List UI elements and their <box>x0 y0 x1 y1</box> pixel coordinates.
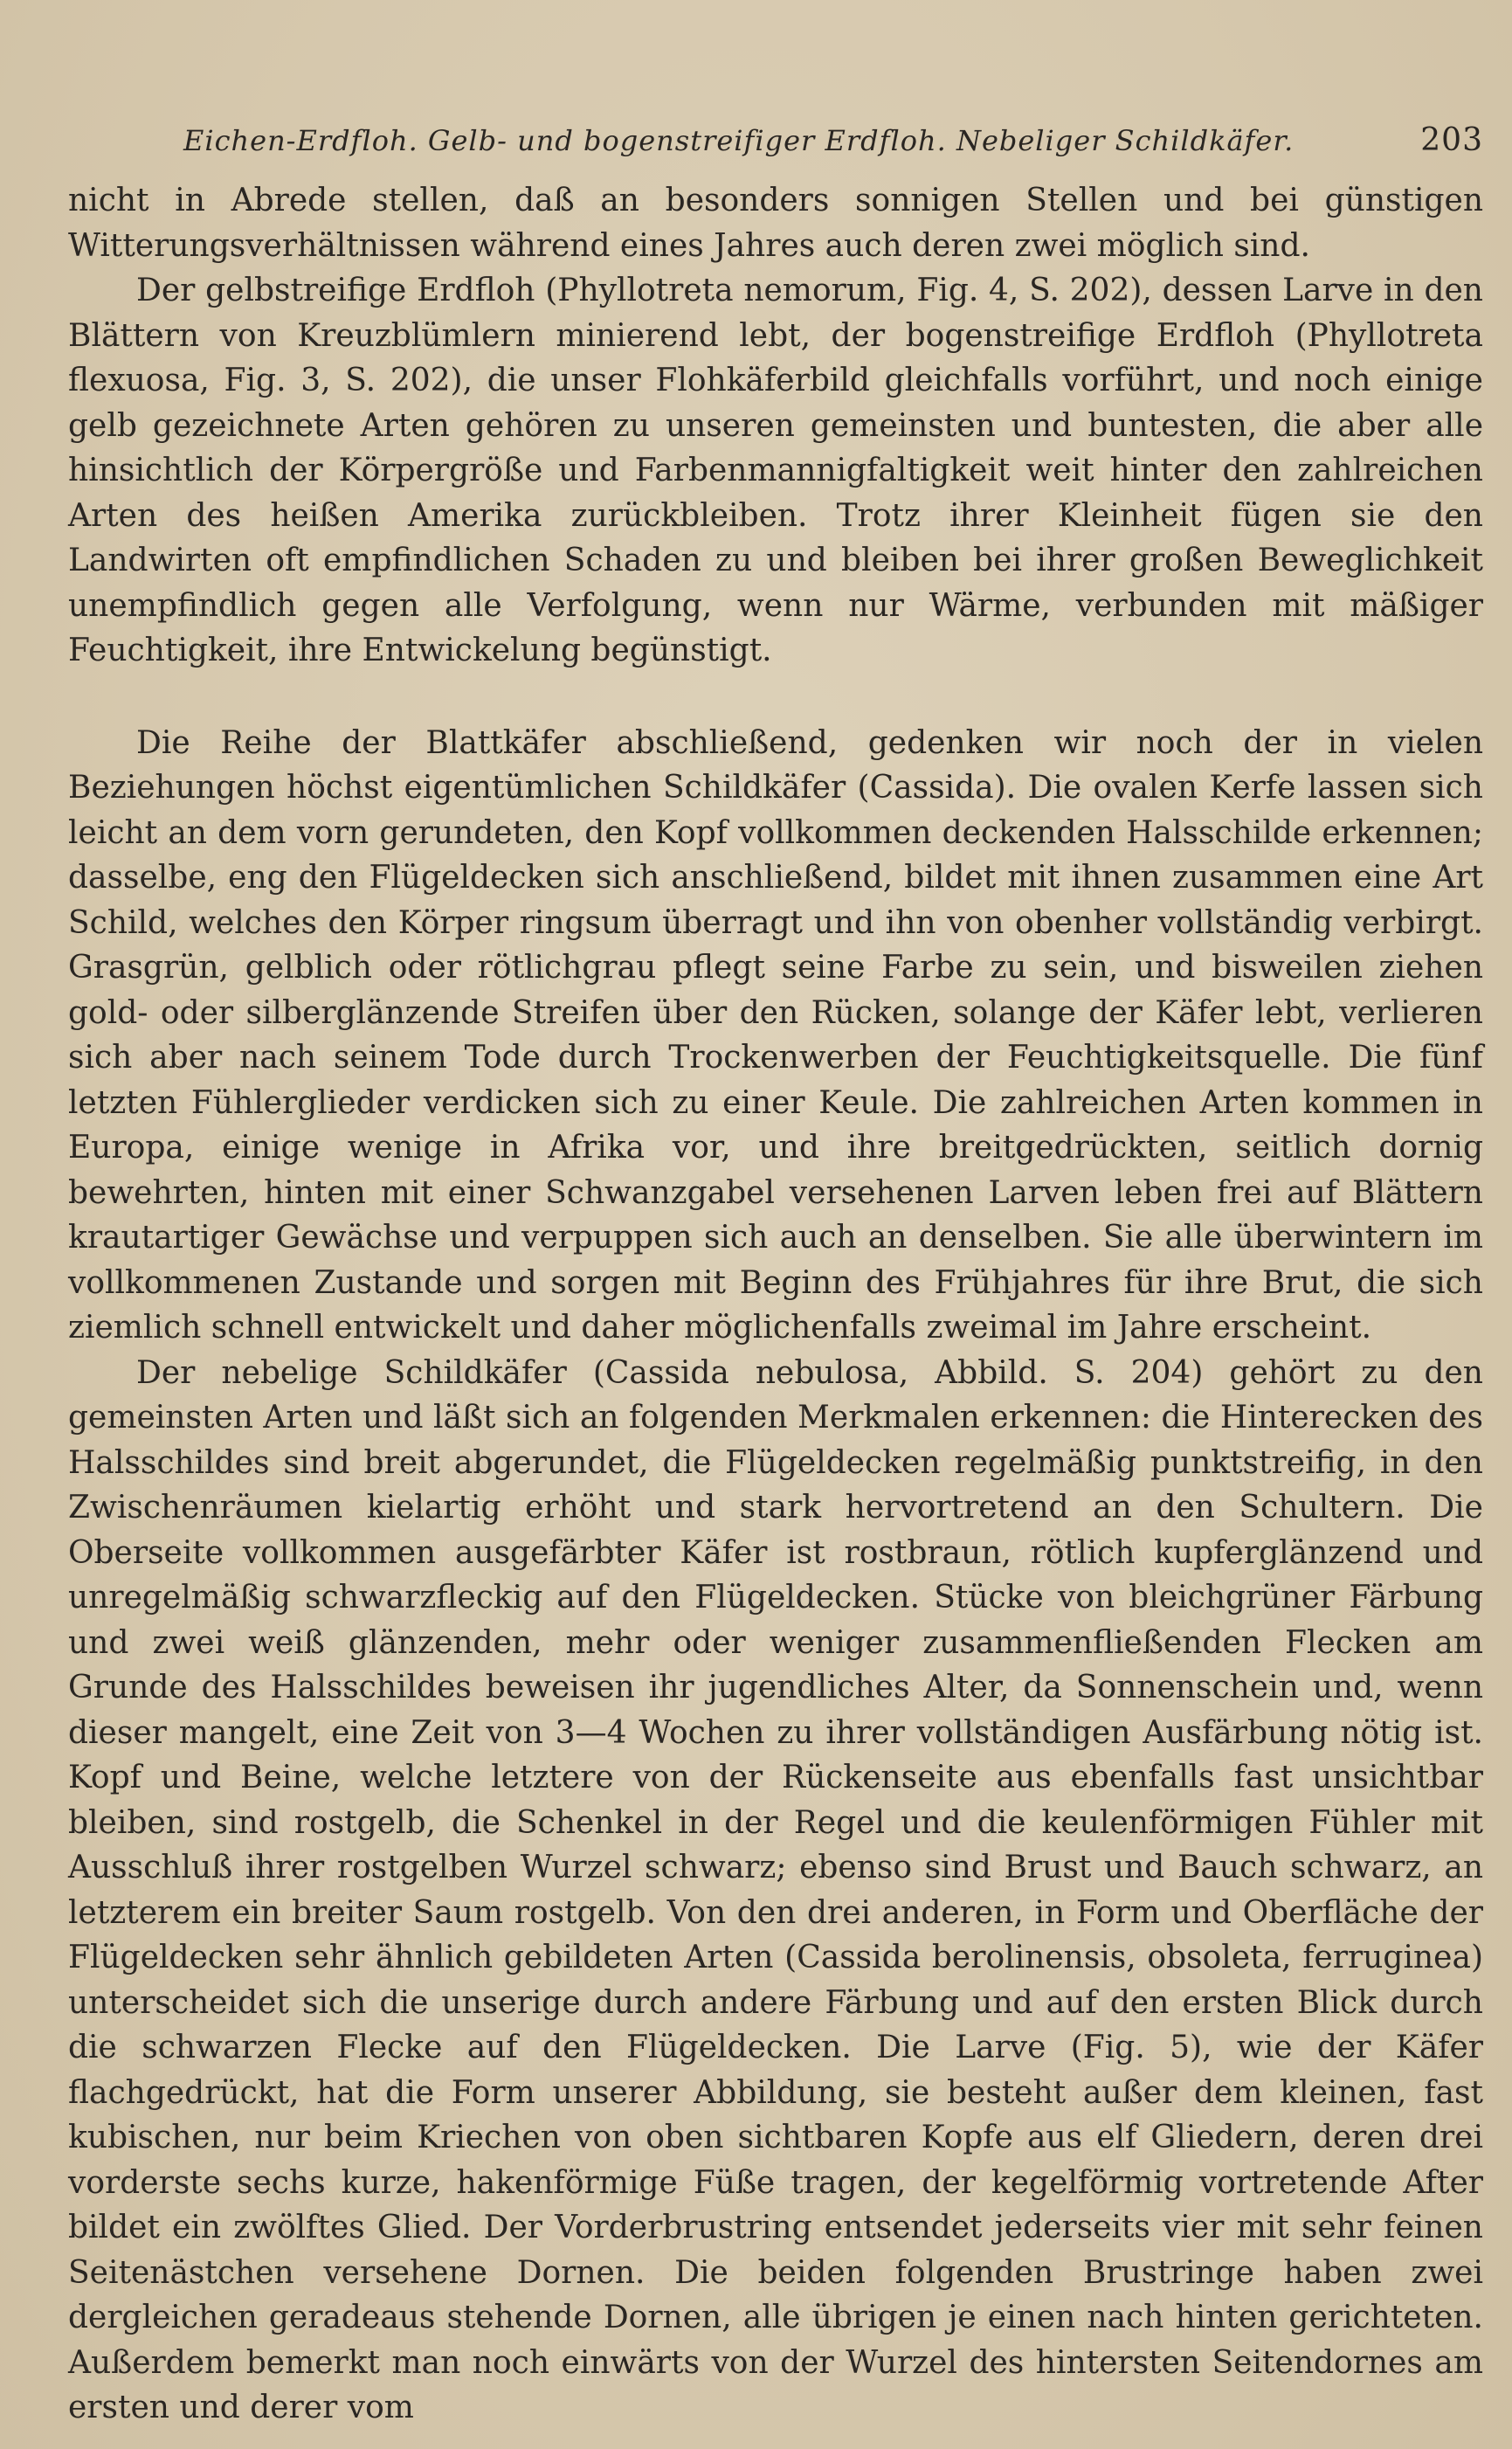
paragraph-schildkaefer: Die Reihe der Blattkäfer abschließend, gedenken wir noch der in vielen Beziehungen höchst eigentümlichen Schildkäfer (Cassida). Die ovalen Kerfe lassen sich leicht an dem vorn gerundeten, den Kopf vollkommen deckenden Halsschilde erkennen; dasselbe, eng den Flügeldecken sich anschließend, bildet mit ihnen zusammen eine Art Schild, welches den Körper ringsum überragt und ihn von obenher vollständig verbirgt. Grasgrün, gelblich oder rötlichgrau pflegt seine Farbe zu sein, und bisweilen ziehen gold- oder silberglänzende Streifen über den Rücken, solange der Käfer lebt, verlieren sich aber nach seinem Tode durch Trockenwerben der Feuchtigkeitsquelle. Die fünf letzten Fühlerglieder verdicken sich zu einer Keule. Die zahlreichen Arten kommen in Europa, einige wenige in Afrika vor, und ihre breitgedrückten, seitlich dornig bewehrten, hinten mit einer Schwanzgabel versehenen Larven leben frei auf Blättern krautartiger Gewächse und verpuppen sich auch an denselben. Sie alle überwintern im vollkommenen Zustande und sorgen mit Beginn des Frühjahres für ihre Brut, die sich ziemlich schnell entwickelt und daher möglichenfalls zweimal im Jahre erscheint. <box>68 724 1483 1346</box>
page-number: 203 <box>1420 122 1483 158</box>
book-page <box>68 122 1483 2431</box>
paragraph-erdfloh: Der gelbstreifige Erdfloh (Phyllotreta nemorum, Fig. 4, S. 202), dessen Larve in den Blättern von Kreuzblümlern minierend lebt, der bogenstreifige Erdfloh (Phyllotreta flexuosa, Fig. 3, S. 202), die unser Flohkäferbild gleichfalls vorführt, und noch einige gelb gezeichnete Arten gehören zu unseren gemeinsten und buntesten, die aber alle hinsichtlich der Körpergröße und Farbenmannigfaltigkeit weit hinter den zahlreichen Arten des heißen Amerika zurückbleiben. Trotz ihrer Kleinheit fügen sie den Landwirten oft empfindlichen Schaden zu und bleiben bei ihrer großen Beweglichkeit unempfindlich gegen alle Verfolgung, wenn nur Wärme, verbunden mit mäßiger Feuchtigkeit, ihre Entwickelung begünstigt. <box>68 273 1483 668</box>
body-text <box>68 178 1483 2431</box>
page-header <box>68 122 1483 178</box>
paragraph-continuation: nicht in Abrede stellen, daß an besonders sonnigen Stellen und bei günstigen Witterungsverhältnissen während eines Jahres auch deren zwei möglich sind. <box>68 183 1483 264</box>
paragraph-nebeliger-schildkaefer: Der nebelige Schildkäfer (Cassida nebulosa, Abbild. S. 204) gehört zu den gemeinsten Arten und läßt sich an folgenden Merkmalen erkennen: die Hinterecken des Halsschildes sind breit abgerundet, die Flügeldecken regelmäßig punktstreifig, in den Zwischenräumen kielartig erhöht und stark hervortretend an den Schultern. Die Oberseite vollkommen ausgefärbter Käfer ist rostbraun, rötlich kupferglänzend und unregelmäßig schwarzfleckig auf den Flügeldecken. Stücke von bleichgrüner Färbung und zwei weiß glänzenden, mehr oder weniger zusammenfließenden Flecken am Grunde des Halsschildes beweisen ihr jugendliches Alter, da Sonnenschein und, wenn dieser mangelt, eine Zeit von 3—4 Wochen zu ihrer vollständigen Ausfärbung nötig ist. Kopf und Beine, welche letztere von der Rückenseite aus ebenfalls fast unsichtbar bleiben, sind rostgelb, die Schenkel in der Regel und die keulenförmigen Fühler mit Ausschluß ihrer rostgelben Wurzel schwarz; ebenso sind Brust und Bauch schwarz, an letzterem ein breiter Saum rostgelb. Von den drei anderen, in Form und Oberfläche der Flügeldecken sehr ähnlich gebildeten Arten (Cassida berolinensis, obsoleta, ferruginea) unterscheidet sich die unserige durch andere Färbung und auf den ersten Blick durch die schwarzen Flecke auf den Flügeldecken. Die Larve (Fig. 5), wie der Käfer flachgedrückt, hat die Form unserer Abbildung, sie besteht außer dem kleinen, fast kubischen, nur beim Kriechen von oben sichtbaren Kopfe aus elf Gliedern, deren drei vorderste sechs kurze, hakenförmige Füße tragen, der kegelförmig vortretende After bildet ein zwölftes Glied. Der Vorderbrustring entsendet jederseits vier mit sehr feinen Seitenästchen versehene Dornen. Die beiden folgenden Brustringe haben zwei dergleichen geradeaus stehende Dornen, alle übrigen je einen nach hinten gerichteten. Außerdem bemerkt man noch einwärts von der Wurzel des hintersten Seitendornes am ersten und derer vom <box>68 1354 1483 2425</box>
running-title: Eichen-Erdfloh. Gelb- und bogenstreifiger Erdfloh. Nebeliger Schildkäfer. <box>183 124 1295 157</box>
